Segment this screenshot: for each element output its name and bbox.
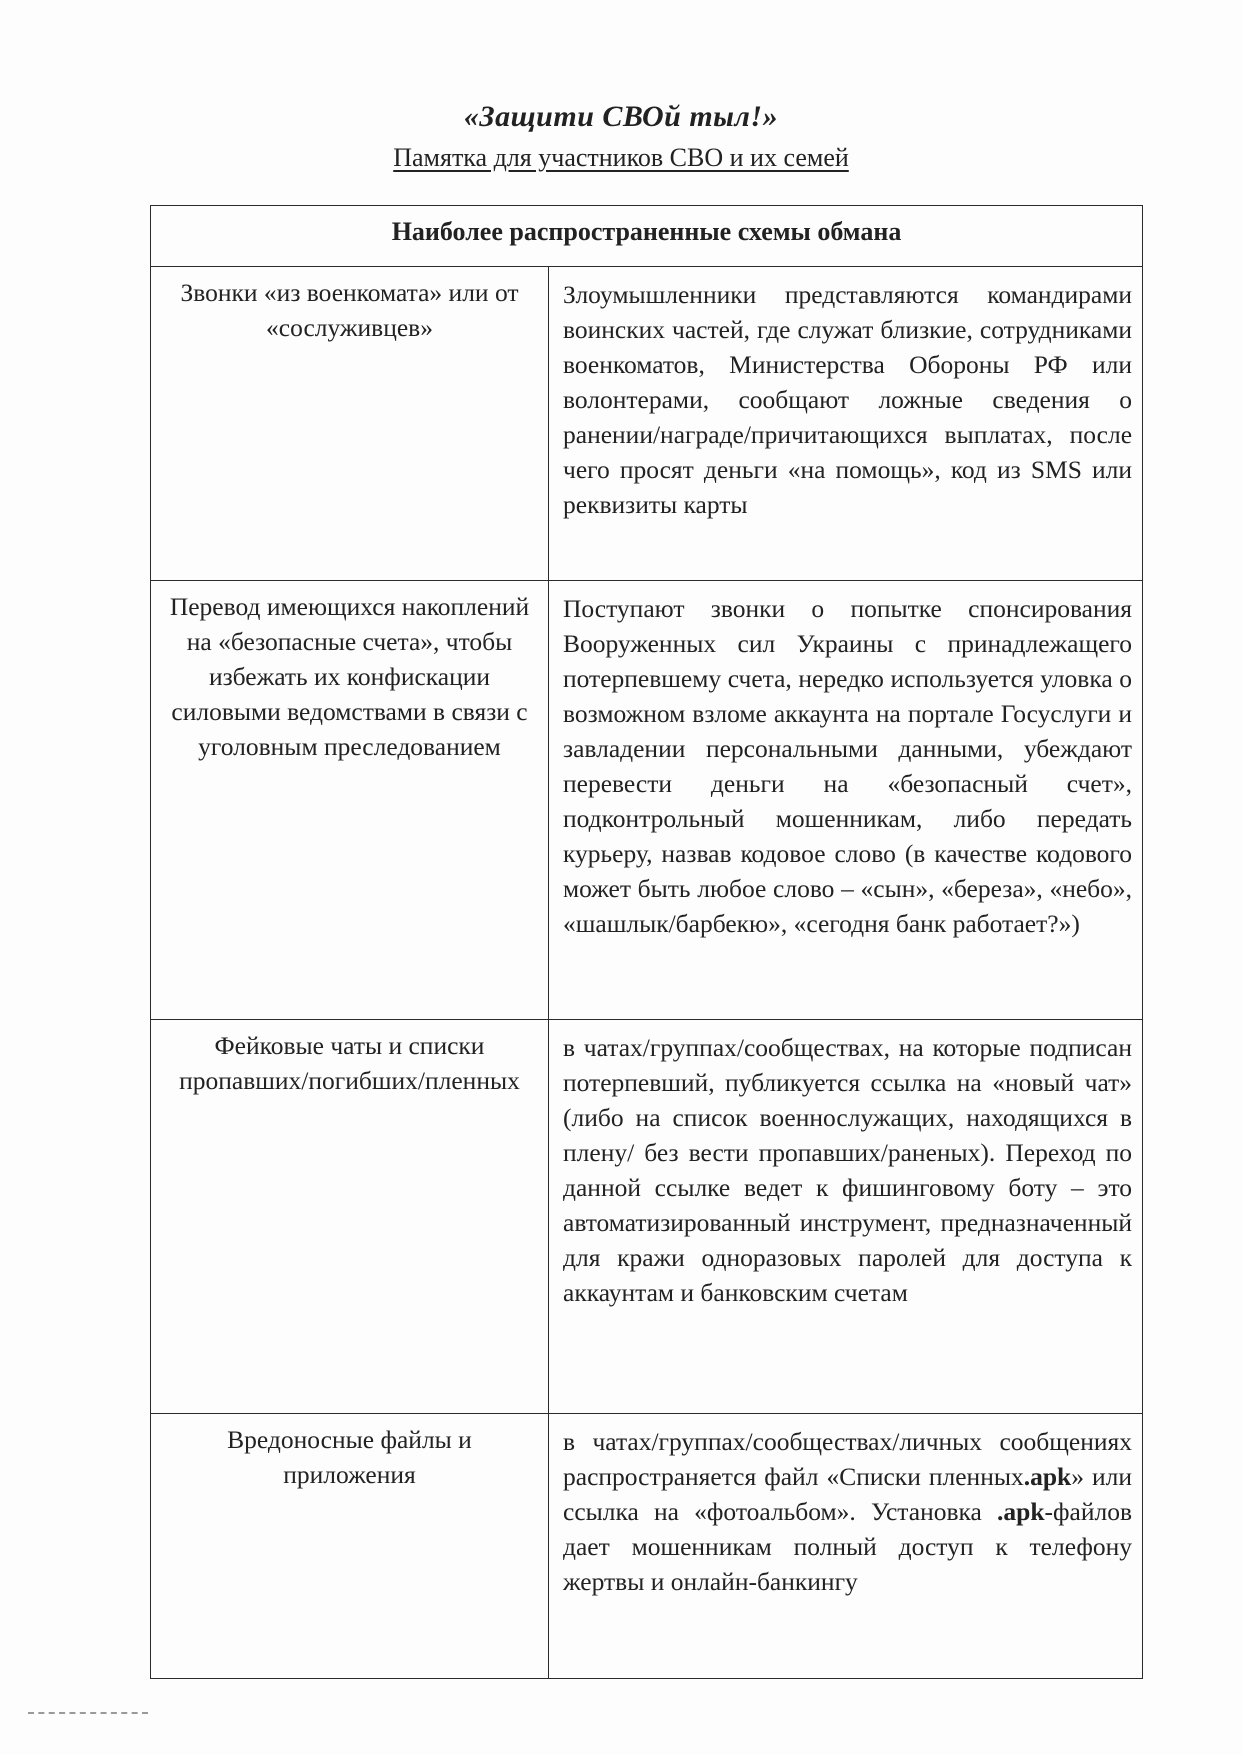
- document-subtitle: Памятка для участников СВО и их семей: [393, 143, 849, 172]
- table-row: [151, 267, 1143, 581]
- table-header-row: [151, 206, 1143, 267]
- scan-artifact-line: [28, 1712, 148, 1714]
- description-text: -файлов дает мошенникам полный доступ к телефону жертвы и онлайн-банкингу: [563, 1497, 1133, 1596]
- scheme-description-cell: Злоумышленники представляются командирами воинских частей, где служат близкие, сотрудниками военкоматов, Министерства Обороны РФ или волонтерами, сообщают ложные сведения о ранении/награде/причитающихся выплатах, после чего просят деньги «на помощь», код из SMS или реквизиты карты: [549, 267, 1143, 581]
- description-text: в чатах/группах/сообществах/личных сообщениях распространяется файл «Списки пленных: [563, 1427, 1133, 1491]
- apk-extension-text: .apk: [997, 1497, 1045, 1526]
- table-heading: Наиболее распространенные схемы обмана: [151, 206, 1143, 267]
- scheme-description-cell: в чатах/группах/сообществах, на которые подписан потерпевший, публикуется ссылка на «новый чат» (либо на список военнослужащих, находящихся в плену/ без вести пропавших/раненых). Переход по данной ссылке ведет к фишинговому боту – это автоматизированный инструмент, предназначенный для кражи одноразовых паролей для доступа к аккаунтам и банковским счетам: [549, 1020, 1143, 1414]
- scheme-name-cell: Фейковые чаты и списки пропавших/погибших/пленных: [151, 1020, 549, 1414]
- scheme-name-cell: Перевод имеющихся накоплений на «безопасные счета», чтобы избежать их конфискации силовыми ведомствами в связи с уголовным преследованием: [151, 581, 549, 1020]
- scheme-name-cell: Звонки «из военкомата» или от «сослуживцев»: [151, 267, 549, 581]
- document-title: «Защити СВОй тыл!»: [463, 100, 779, 133]
- table-row: [151, 1414, 1143, 1679]
- scheme-description-cell: Поступают звонки о попытке спонсирования Вооруженных сил Украины с принадлежащего потерпевшему счета, нередко используется уловка о возможном взломе аккаунта на портале Госуслуги и завладении персональными данными, убеждают перевести деньги на «безопасный счет», подконтрольный мошенникам, либо передать курьеру, назвав кодовое слово (в качестве кодового может быть любое слово – «сын», «береза», «небо», «шашлык/барбекю», «сегодня банк работает?»): [549, 581, 1143, 1020]
- apk-extension-text: .apk: [1023, 1462, 1072, 1491]
- table-row: [151, 581, 1143, 1020]
- scheme-name-cell: Вредоносные файлы и приложения: [151, 1414, 549, 1679]
- scheme-description-cell: [549, 1414, 1143, 1679]
- fraud-schemes-table: [150, 205, 1143, 1679]
- table-row: [151, 1020, 1143, 1414]
- description-text: » или ссылка на «фотоальбом». Установка: [563, 1462, 1133, 1526]
